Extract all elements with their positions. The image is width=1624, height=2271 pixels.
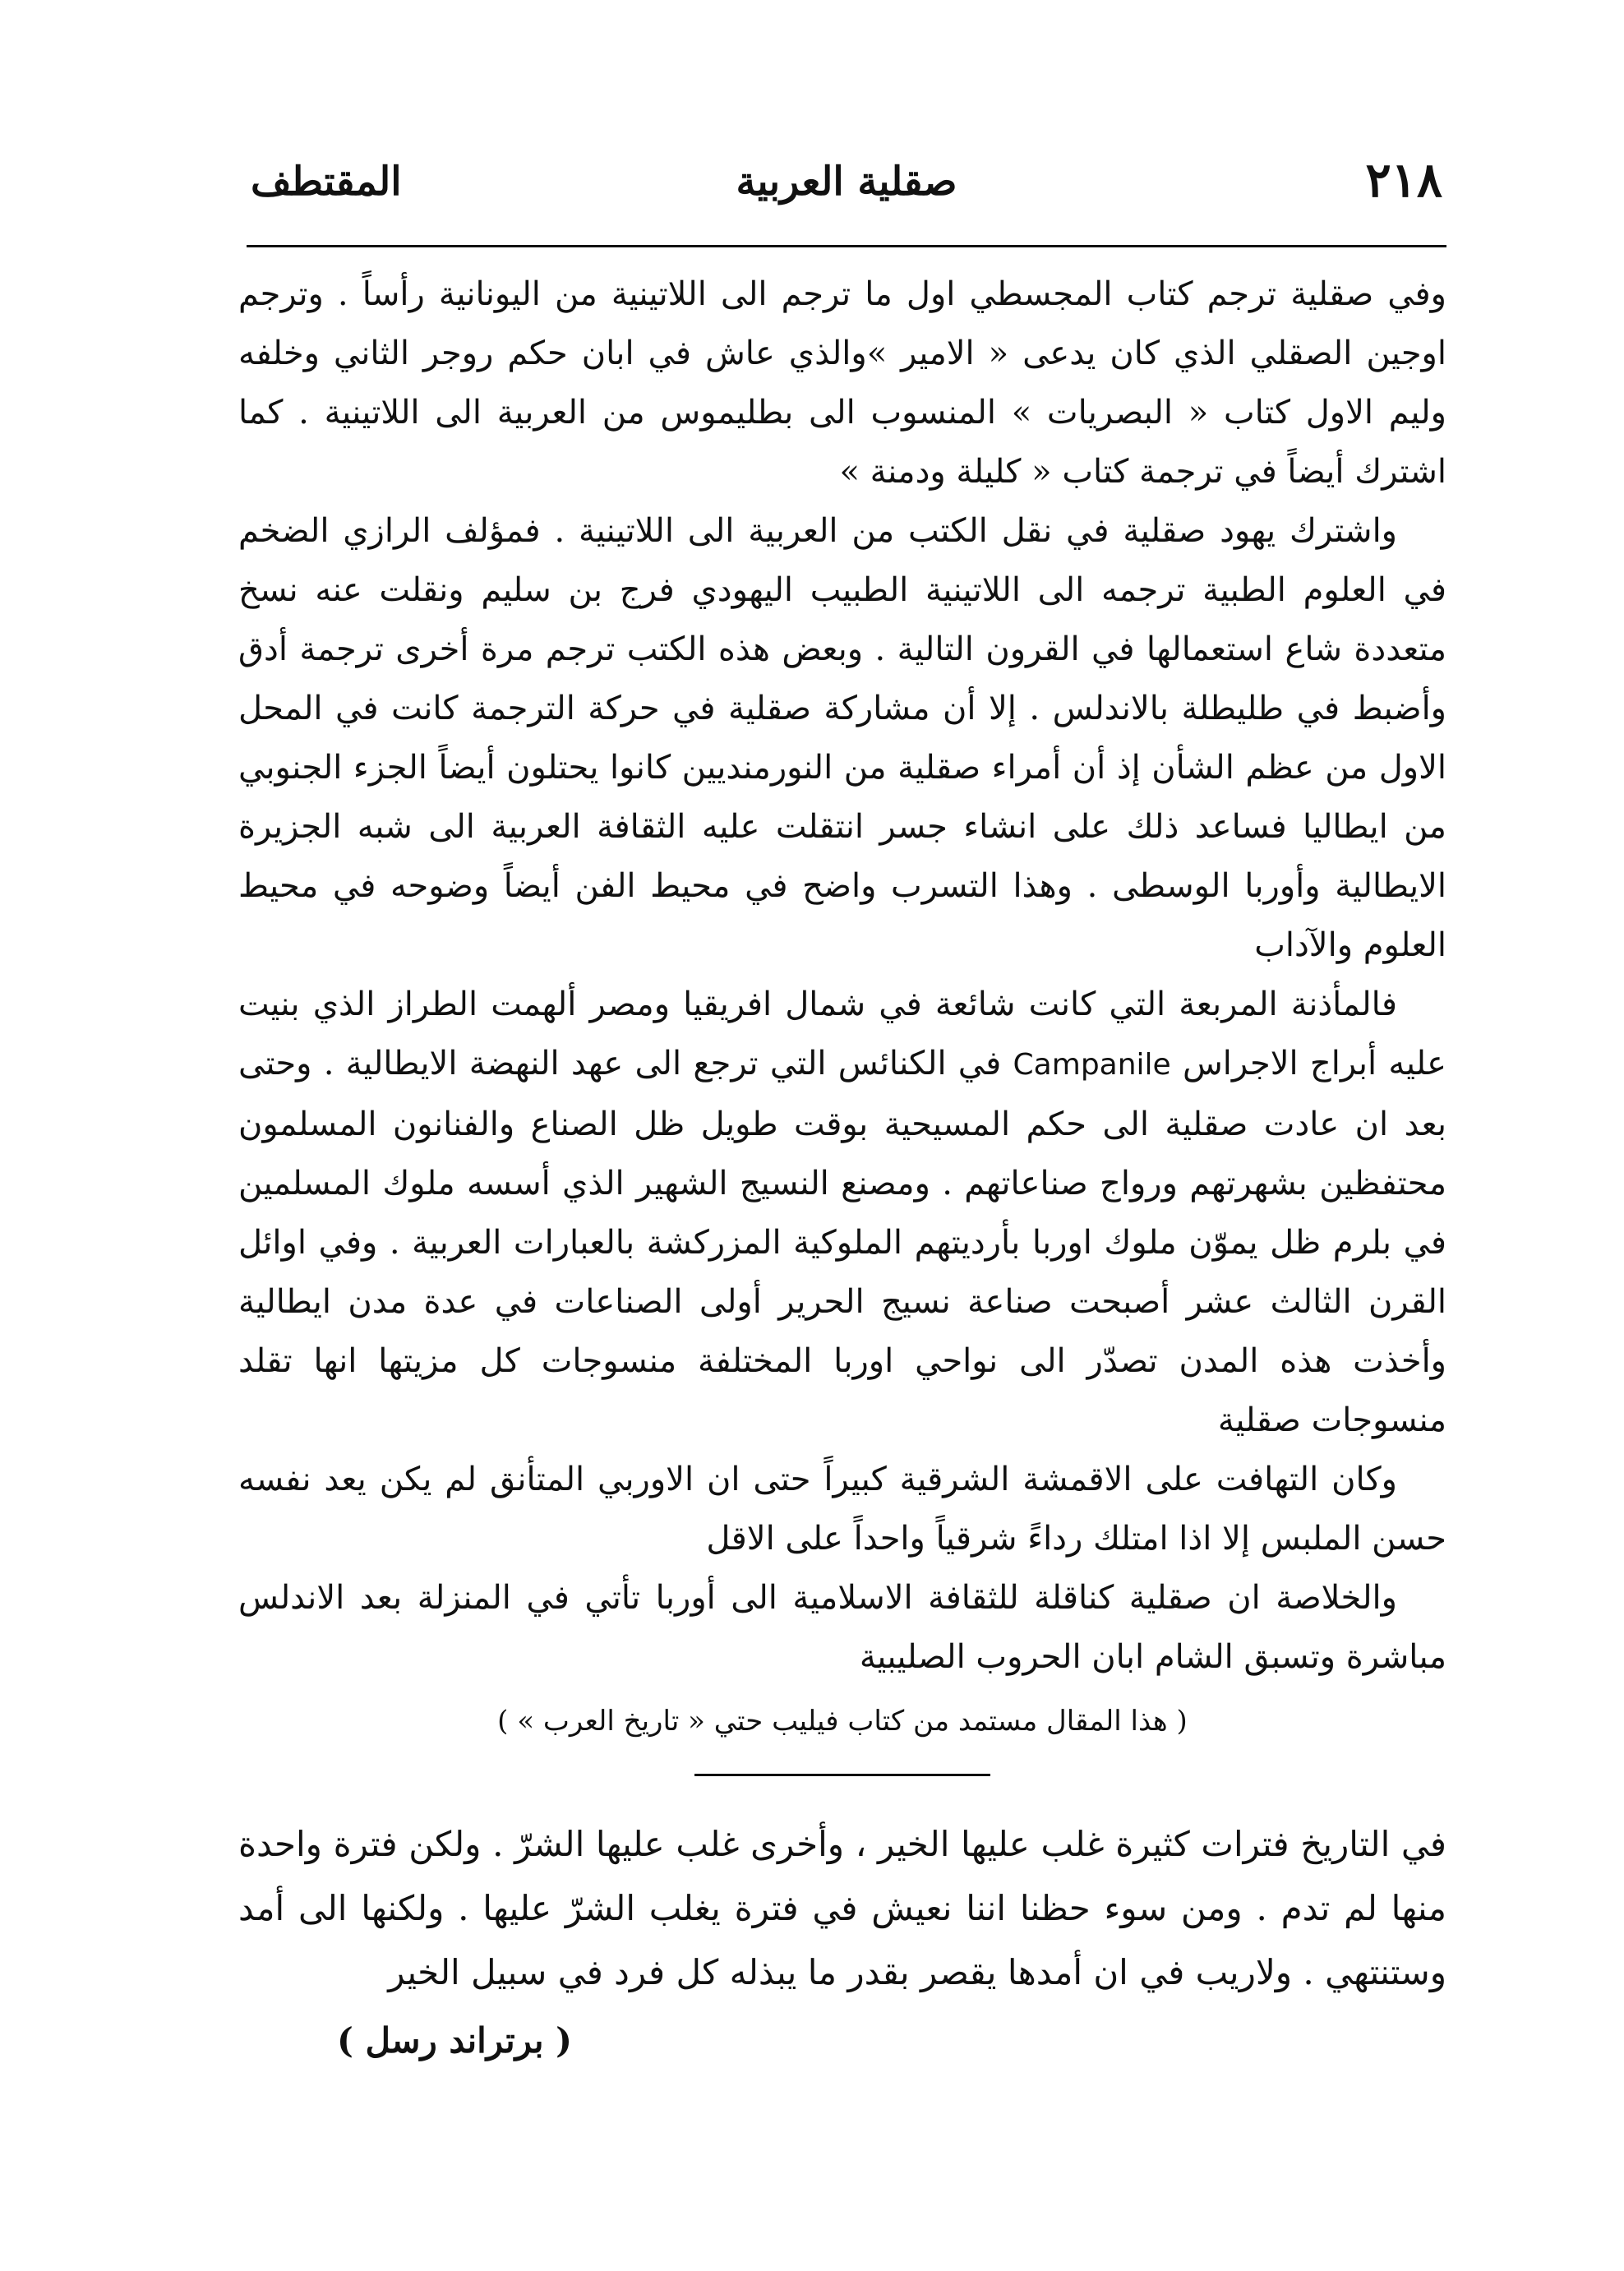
paragraph-1: وفي صقلية ترجم كتاب المجسطي اول ما ترجم الى اللاتينية من اليونانية رأساً . وترجم اوجين الصقلي الذي كان يدعى « الامير »والذي عاش في ابان حكم روجر الثاني وخلفه وليم الاول كتاب « البصريات » المنسوب الى بطليموس من العربية الى اللاتينية . كما اشترك أيضاً في ترجمة كتاب « كليلة ودمنة » [238,275,1446,491]
header-rule [247,245,1446,247]
paragraph-2: واشترك يهود صقلية في نقل الكتب من العربية الى اللاتينية . فمؤلف الرازي الضخم في العلوم الطبية ترجمه الى اللاتينية الطبيب اليهودي فرج بن سليم ونقلت عنه نسخ متعددة شاع استعمالها في القرون التالية . وبعض هذه الكتب ترجم مرة أخرى ترجمة أدق وأضبط في طليطلة بالاندلس . إلا أن مشاركة صقلية في حركة الترجمة كانت في المحل الاول من عظم الشأن إذ أن أمراء صقلية من النورمنديين كانوا يحتلون أيضاً الجزء الجنوبي من ايطاليا فساعد ذلك على انشاء جسر انتقلت عليه الثقافة العربية الى شبه الجزيرة الايطالية وأوربا الوسطى . وهذا التسرب واضح في محيط الفن أيضاً وضوحه في محيط العلوم والآداب [238,512,1447,964]
paragraph-3-start: فالمأذنة المربعة التي كانت شائعة في شمال افريقيا ومصر ألهمت الطراز الذي بنيت عليه أبراج الاجراس [238,985,1447,1082]
paragraph-5: والخلاصة ان صقلية كناقلة للثقافة الاسلامية الى أوربا تأتي في المنزلة بعد الاندلس مباشرة وتسبق الشام ابان الحروب الصليبية [238,1579,1446,1676]
journal-name: المقتطف [251,159,402,205]
quote-text: في التاريخ فترات كثيرة غلب عليها الخير ، وأخرى غلب عليها الشرّ . ولكن فترة واحدة منها لم تدم . ومن سوء حظنا اننا نعيش في فترة يغلب الشرّ عليها . ولكنها الى أمد وستنتهي . ولاريب في ان أمدها يقصر بقدر ما يبذله كل فرد في سبيل الخير [238,1824,1446,1992]
article-title: صقلية العربية [736,159,957,205]
paragraph-4: وكان التهافت على الاقمشة الشرقية كبيراً حتى ان الاوربي المتأنق لم يكن يعد نفسه حسن الملبس إلا اذا امتلك رداءً شرقياً واحداً على الاقل [238,1461,1446,1558]
paragraph-3-end: في الكنائس التي ترجع الى عهد النهضة الايطالية . وحتى بعد ان عادت صقلية الى حكم المسيحية بوقت طويل ظل الصناع والفنانون المسلمون محتفظين بشهرتهم ورواج صناعاتهم . ومصنع النسيج الشهير الذي أسسه ملوك المسلمين في بلرم ظل يموّن ملوك اوربا بأرديتهم الملوكية المزركشة بالعبارات العربية . وفي اوائل القرن الثالث عشر أصبحت صناعة نسيج الحرير أولى الصناعات في عدة مدن ايطالية وأخذت هذه المدن تصدّر الى نواحي اوربا المختلفة منسوجات كل مزيتها انها تقلد منسوجات صقلية [238,1045,1446,1439]
latin-term: Campanile [1013,1048,1171,1082]
section-divider [694,1774,990,1776]
article-body [238,265,1446,2070]
quote-author: ( برتراند رسل ) [337,2020,573,2061]
paragraph-3 [238,975,1446,1450]
source-note: ( هذا المقال مستمد من كتاب فيليب حتي « تاريخ العرب » ) [497,1705,1188,1738]
running-header [251,152,1442,226]
page-number: ٢١٨ [1365,152,1442,208]
